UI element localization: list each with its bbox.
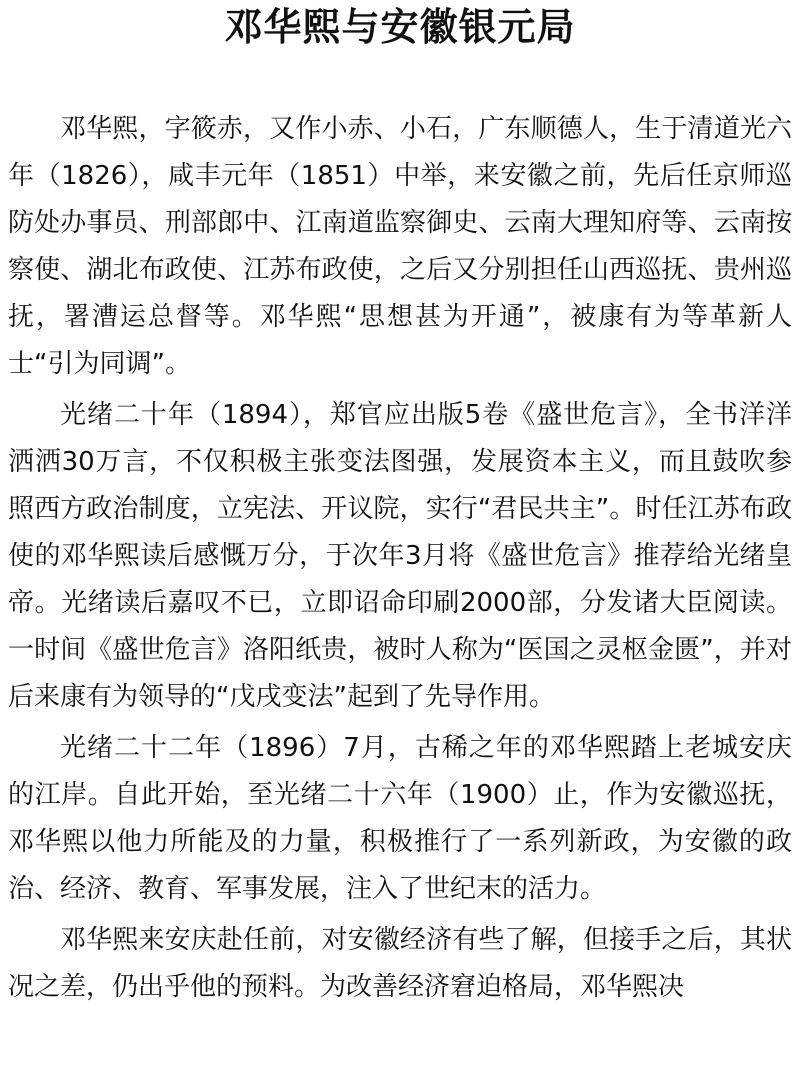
article-title: 邓华熙与安徽银元局 xyxy=(224,4,576,49)
paragraph-3: 光绪二十二年（1896）7月，古稀之年的邓华熙踏上老城安庆的江岸。自此开始，至光绪二十六年（1900）止，作为安徽巡抚，邓华熙以他力所能及的力量，积极推行了一系列新政，为安徽的政治、经济、教育、军事发展，注入了世纪末的活力。 xyxy=(8,733,792,904)
paragraph-2: 光绪二十年（1894），郑官应出版5卷《盛世危言》，全书洋洋洒洒30万言，不仅积极主张变法图强，发展资本主义，而且鼓吹参照西方政治制度，立宪法、开议院，实行“君民共主”。时任江苏布政使的邓华熙读后感慨万分，于次年3月将《盛世危言》推荐给光绪皇帝。光绪读后嘉叹不已，立即诏命印刷2000部，分发诸大臣阅读。一时间《盛世危言》洛阳纸贵，被时人称为“医国之灵枢金匮”，并对后来康有为领导的“戊戌变法”起到了先导作用。 xyxy=(8,400,792,712)
article-body xyxy=(8,106,792,1015)
paragraph-4: 邓华熙来安庆赴任前，对安徽经济有些了解，但接手之后，其状况之差，仍出乎他的预料。为改善经济窘迫格局，邓华熙决 xyxy=(8,925,792,1002)
paragraph-1: 邓华熙，字筱赤，又作小赤、小石，广东顺德人，生于清道光六年（1826），咸丰元年（1851）中举，来安徽之前，先后任京师巡防处办事员、刑部郎中、江南道监察御史、云南大理知府等、云南按察使、湖北布政使、江苏布政使，之后又分别担任山西巡抚、贵州巡抚，署漕运总督等。邓华熙“思想甚为开通”，被康有为等革新人士“引为同调”。 xyxy=(8,114,792,379)
